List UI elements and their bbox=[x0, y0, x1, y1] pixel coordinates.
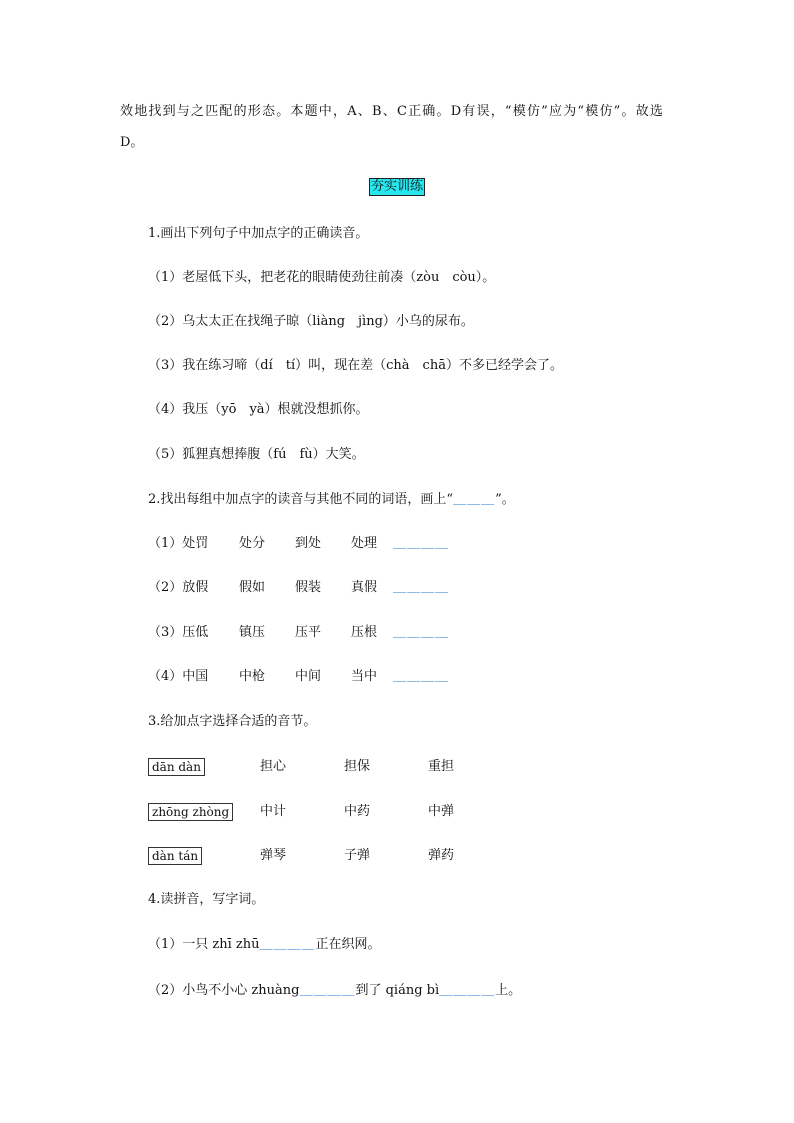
q2-row-2-word-4: 真假 bbox=[351, 580, 378, 595]
q2-row-1-word-4: 处理 bbox=[351, 536, 378, 551]
q2-row-2-label: （2）放假 bbox=[148, 580, 209, 595]
q2-row-4-blank[interactable]: ＿＿＿＿ bbox=[393, 669, 450, 684]
q1-title: 1.画出下列句子中加点字的正确读音。 bbox=[148, 226, 369, 241]
q3-row-1-word-3: 重担 bbox=[428, 759, 455, 774]
q4-item-2-after: 上。 bbox=[495, 983, 522, 998]
q2-row-1-word-3: 到处 bbox=[295, 536, 322, 551]
q4-item-2-middle: 到了 qiáng bì bbox=[355, 983, 440, 998]
q2-row-3-label: （3）压低 bbox=[148, 625, 209, 640]
q4-item-1-after: 正在织网。 bbox=[315, 937, 381, 952]
q2-row-2-blank[interactable]: ＿＿＿＿ bbox=[393, 580, 450, 595]
intro-line-1: 效地找到与之匹配的形态。本题中，A、B、C正确。D有误，“模仿”应为“模仿”。故选 bbox=[120, 104, 665, 119]
q2-title-after: ”。 bbox=[495, 492, 515, 507]
q2-row-1-label: （1）处罚 bbox=[148, 536, 209, 551]
q4-item-1-before: （1）一只 zhī zhū bbox=[148, 937, 260, 952]
q1-item-1: （1）老屋低下头，把老花的眼睛使劲往前凑（zòu còu）。 bbox=[148, 270, 496, 285]
q2-row-4-word-4: 当中 bbox=[351, 669, 378, 684]
q2-title-blank: ＿＿＿ bbox=[453, 492, 496, 507]
q3-row-3-word-1: 弹琴 bbox=[260, 848, 287, 863]
q4-item-2-blank-1[interactable]: ＿＿＿＿ bbox=[299, 983, 356, 998]
q4-item-1 bbox=[148, 936, 381, 954]
q4-item-1-blank[interactable]: ＿＿＿＿ bbox=[259, 937, 316, 952]
q1-item-5: （5）狐狸真想捧腹（fú fù）大笑。 bbox=[148, 447, 365, 462]
q2-row-3-word-4: 压根 bbox=[351, 625, 378, 640]
q2-row-1-blank[interactable]: ＿＿＿＿ bbox=[393, 536, 450, 551]
q2-row-1-word-2: 处分 bbox=[239, 536, 266, 551]
q3-row-2-word-2: 中药 bbox=[344, 804, 371, 819]
q2-title bbox=[148, 491, 515, 509]
q3-title: 3.给加点字选择合适的音节。 bbox=[148, 714, 317, 729]
q3-row-3-word-3: 弹药 bbox=[428, 848, 455, 863]
q4-title: 4.读拼音，写字词。 bbox=[148, 892, 265, 907]
q3-row-2-word-1: 中计 bbox=[260, 804, 287, 819]
q2-row-3-word-3: 压平 bbox=[295, 625, 322, 640]
q2-row-2-word-2: 假如 bbox=[239, 580, 266, 595]
q3-row-3-pinyin-box: dàn tán bbox=[148, 847, 202, 865]
q2-row-4-word-3: 中间 bbox=[295, 669, 322, 684]
q4-item-2 bbox=[148, 982, 521, 1000]
q2-row-4-word-2: 中枪 bbox=[239, 669, 266, 684]
q2-row-4-label: （4）中国 bbox=[148, 669, 209, 684]
q4-item-2-blank-2[interactable]: ＿＿＿＿ bbox=[439, 983, 496, 998]
q3-row-1-word-2: 担保 bbox=[344, 759, 371, 774]
q4-item-2-before: （2）小鸟不小心 zhuàng bbox=[148, 983, 300, 998]
q1-item-3: （3）我在练习啼（dí tí）叫，现在差（chà chā）不多已经学会了。 bbox=[148, 358, 563, 373]
q2-row-3-blank[interactable]: ＿＿＿＿ bbox=[393, 625, 450, 640]
q3-row-1-pinyin-box: dān dàn bbox=[148, 758, 205, 776]
section-heading: 夯实训练 bbox=[370, 179, 423, 194]
q2-title-before: 2.找出每组中加点字的读音与其他不同的词语，画上“ bbox=[148, 492, 454, 507]
q3-row-1-word-1: 担心 bbox=[260, 759, 287, 774]
q1-item-4: （4）我压（yō yà）根就没想抓你。 bbox=[148, 402, 369, 417]
intro-line-2: D。 bbox=[120, 135, 144, 150]
q3-row-2-word-3: 中弹 bbox=[428, 804, 455, 819]
q3-row-3-word-2: 子弹 bbox=[344, 848, 371, 863]
q3-row-2-pinyin-box: zhōng zhòng bbox=[148, 803, 233, 821]
q1-item-2: （2）乌太太正在找绳子晾（liàng jìng）小乌的尿布。 bbox=[148, 314, 474, 329]
q2-row-3-word-2: 镇压 bbox=[239, 625, 266, 640]
q2-row-2-word-3: 假装 bbox=[295, 580, 322, 595]
